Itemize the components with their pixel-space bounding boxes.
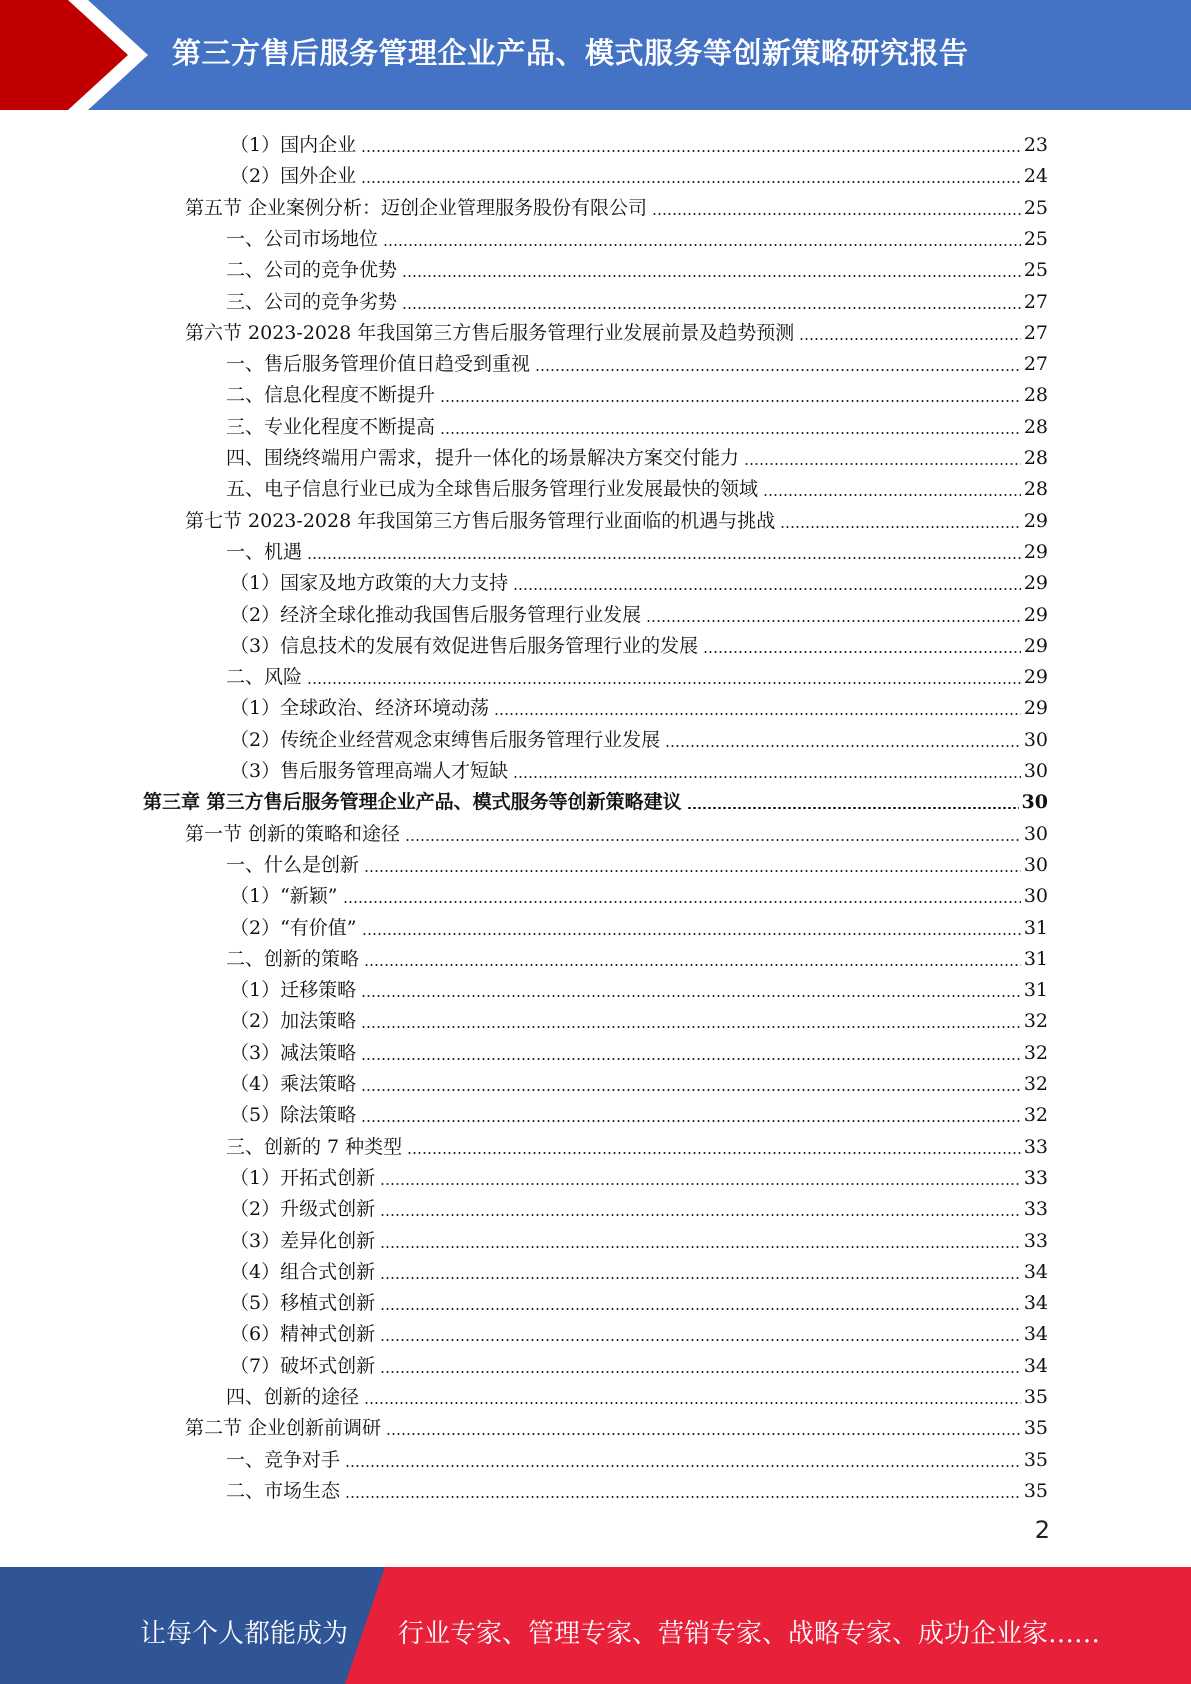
toc-entry-page: 34 [1023,1292,1048,1315]
toc-entry-title: 第七节 2023-2028 年我国第三方售后服务管理行业面临的机遇与挑战 [185,509,776,532]
toc-entry[interactable] [230,1316,1048,1347]
toc-dot-leader [380,1214,1021,1216]
toc-entry-title: 二、风险 [226,666,303,689]
toc-entry[interactable] [226,847,1048,878]
toc-entry-page: 27 [1023,321,1048,344]
footer-slogan-left: 让每个人都能成为 [140,1619,349,1649]
toc-entry-page: 23 [1023,134,1048,156]
toc-entry[interactable] [230,1348,1048,1379]
toc-entry-page: 35 [1023,1448,1048,1471]
toc-entry-title: 五、电子信息行业已成为全球售后服务管理行业发展最快的领域 [226,478,759,501]
toc-dot-leader [380,1183,1021,1185]
toc-entry-page: 29 [1023,509,1048,532]
toc-entry-page: 35 [1023,1479,1048,1502]
toc-entry-title: 一、竞争对手 [226,1448,341,1471]
toc-entry-page: 33 [1023,1135,1048,1158]
toc-entry-title: 一、售后服务管理价值日趋受到重视 [226,353,531,376]
toc-entry-page: 30 [1023,822,1048,845]
toc-entry-page: 32 [1023,1104,1048,1127]
toc-entry[interactable] [230,1035,1048,1066]
toc-dot-leader [345,1496,1021,1498]
toc-entry[interactable] [226,252,1048,283]
toc-entry[interactable] [230,1066,1048,1097]
toc-dot-leader [535,369,1021,371]
toc-entry[interactable] [226,941,1048,972]
toc-entry[interactable] [230,1003,1048,1034]
toc-entry-page: 28 [1023,447,1048,469]
toc-dot-leader [345,1465,1021,1467]
toc-entry-title: （2）“有价值” [230,916,357,939]
toc-entry-title: 一、什么是创新 [226,853,360,876]
toc-entry-page: 33 [1023,1229,1048,1252]
footer-banner [0,1567,1191,1684]
toc-dot-leader [665,745,1021,747]
toc-entry[interactable] [226,377,1048,408]
toc-entry[interactable] [185,1410,1048,1441]
toc-entry[interactable] [226,221,1048,252]
toc-dot-leader [361,1026,1021,1028]
toc-dot-leader [364,1402,1021,1404]
toc-entry-title: 二、创新的策略 [226,947,360,970]
toc-entry-page: 27 [1023,290,1048,313]
toc-dot-leader [744,463,1021,465]
toc-dot-leader [343,901,1021,903]
toc-entry[interactable] [226,346,1048,377]
toc-entry-page: 30 [1023,728,1048,751]
toc-dot-leader [652,213,1021,215]
toc-entry[interactable] [226,471,1048,502]
toc-entry[interactable] [185,315,1048,346]
toc-entry-page: 28 [1023,478,1048,501]
toc-dot-leader [380,1339,1021,1341]
toc-entry[interactable] [230,158,1048,189]
toc-entry-page: 29 [1023,634,1048,657]
toc-entry-title: 四、创新的途径 [226,1386,360,1408]
toc-entry[interactable] [230,628,1048,659]
toc-entry-title: （1）迁移策略 [230,979,357,1002]
toc-entry[interactable] [143,784,1048,815]
toc-entry-title: （3）减法策略 [230,1041,357,1064]
toc-entry-title: （2）国外企业 [230,165,357,188]
toc-entry-page: 35 [1023,1386,1048,1408]
toc-entry-title: （2）升级式创新 [230,1198,376,1221]
toc-dot-leader [703,651,1021,653]
toc-entry-title: （2）传统企业经营观念束缚售后服务管理行业发展 [230,728,661,751]
toc-dot-leader [513,776,1021,778]
toc-dot-leader [364,964,1021,966]
toc-entry-title: 第六节 2023-2028 年我国第三方售后服务管理行业发展前景及趋势预测 [185,321,795,344]
toc-entry[interactable] [230,878,1048,909]
toc-dot-leader [646,620,1021,622]
toc-entry-title: （3）售后服务管理高端人才短缺 [230,760,509,782]
toc-entry-page: 31 [1023,979,1048,1002]
toc-dot-leader [361,1120,1021,1122]
toc-entry-page: 30 [1023,885,1048,908]
toc-entry-title: （1）国家及地方政策的大力支持 [230,572,509,595]
toc-entry[interactable] [230,972,1048,1003]
toc-entry-page: 30 [1023,853,1048,876]
footer-slogan-right: 行业专家、管理专家、营销专家、战略专家、成功企业家…… [398,1619,1101,1649]
toc-entry-page: 33 [1023,1166,1048,1189]
toc-dot-leader [687,807,1019,809]
toc-entry-title: （2）加法策略 [230,1010,357,1033]
toc-dot-leader [799,338,1021,340]
toc-dot-leader [440,432,1021,434]
toc-entry[interactable] [226,1129,1048,1160]
toc-dot-leader [513,588,1021,590]
toc-entry-page: 29 [1023,540,1048,563]
toc-entry-title: （1）“新颖” [230,885,338,908]
toc-entry-title: 三、专业化程度不断提高 [226,415,436,438]
toc-entry[interactable] [185,816,1048,847]
toc-entry-page: 29 [1023,666,1048,689]
toc-entry-title: 二、公司的竞争优势 [226,259,398,282]
toc-entry-title: 第三章 第三方售后服务管理企业产品、模式服务等创新策略建议 [143,791,682,814]
toc-dot-leader [380,1371,1021,1373]
toc-dot-leader [307,682,1021,684]
toc-entry-page: 25 [1023,259,1048,282]
toc-entry[interactable] [226,1442,1048,1473]
toc-entry-title: 一、公司市场地位 [226,227,379,250]
toc-entry[interactable] [230,690,1048,721]
toc-entry-page: 34 [1023,1260,1048,1283]
toc-dot-leader [405,839,1021,841]
toc-dot-leader [380,1277,1021,1279]
toc-entry[interactable] [226,659,1048,690]
toc-entry-page: 24 [1023,165,1048,188]
toc-entry-title: 二、信息化程度不断提升 [226,384,436,407]
toc-dot-leader [361,1089,1021,1091]
toc-entry-page: 33 [1023,1198,1048,1221]
toc-entry[interactable] [226,1379,1048,1410]
toc-entry[interactable] [226,1473,1048,1504]
toc-dot-leader [383,244,1021,246]
toc-entry-title: （5）除法策略 [230,1104,357,1127]
toc-entry-title: （1）开拓式创新 [230,1166,376,1189]
toc-entry-page: 34 [1023,1354,1048,1377]
toc-dot-leader [361,1058,1021,1060]
toc-entry-page: 35 [1023,1417,1048,1440]
toc-entry-page: 29 [1023,572,1048,595]
toc-dot-leader [402,275,1021,277]
toc-entry-page: 34 [1023,1323,1048,1346]
toc-entry[interactable] [230,753,1048,784]
toc-dot-leader [386,1433,1021,1435]
toc-entry[interactable] [230,1097,1048,1128]
toc-entry-page: 31 [1023,916,1048,939]
toc-dot-leader [380,1308,1021,1310]
toc-entry-title: 第二节 企业创新前调研 [185,1417,382,1440]
toc-entry[interactable] [226,440,1048,471]
toc-entry-page: 25 [1023,227,1048,250]
toc-entry-page: 28 [1023,415,1048,438]
toc-entry-title: 第一节 创新的策略和途径 [185,822,401,845]
toc-entry-page: 32 [1023,1041,1048,1064]
toc-entry[interactable] [230,1191,1048,1222]
toc-entry[interactable] [230,597,1048,628]
toc-dot-leader [362,933,1021,935]
toc-entry[interactable] [185,503,1048,534]
toc-entry[interactable] [230,1285,1048,1316]
toc-dot-leader [361,995,1021,997]
toc-entry[interactable] [226,409,1048,440]
toc-entry-page: 25 [1023,196,1048,219]
toc-entry[interactable] [230,910,1048,941]
toc-entry-page: 29 [1023,697,1048,720]
toc-dot-leader [307,557,1021,559]
toc-dot-leader [380,1246,1021,1248]
toc-entry[interactable] [230,565,1048,596]
toc-entry-title: （4）组合式创新 [230,1260,376,1283]
toc-dot-leader [361,150,1021,152]
toc-entry-title: 三、公司的竞争劣势 [226,290,398,313]
toc-entry[interactable] [230,722,1048,753]
toc-entry-page: 32 [1023,1073,1048,1095]
toc-entry-page: 30 [1021,791,1048,814]
page-number: 2 [1034,1516,1050,1544]
toc-dot-leader [763,494,1021,496]
toc-entry-title: （6）精神式创新 [230,1323,376,1346]
toc-entry[interactable] [230,1223,1048,1254]
toc-entry-title: （1）国内企业 [230,134,357,156]
toc-dot-leader [364,870,1021,872]
toc-entry[interactable] [226,284,1048,315]
toc-entry-title: （3）差异化创新 [230,1229,376,1252]
toc-entry-title: 四、围绕终端用户需求，提升一体化的场景解决方案交付能力 [226,447,740,469]
toc-entry-page: 29 [1023,603,1048,626]
toc-entry-title: （1）全球政治、经济环境动荡 [230,697,490,720]
toc-entry-title: 三、创新的 7 种类型 [226,1135,403,1158]
toc-dot-leader [407,1152,1021,1154]
report-title: 第三方售后服务管理企业产品、模式服务等创新策略研究报告 [172,36,969,70]
toc-dot-leader [494,713,1021,715]
toc-entry-title: （3）信息技术的发展有效促进售后服务管理行业的发展 [230,634,699,657]
toc-entry-title: （5）移植式创新 [230,1292,376,1315]
toc-dot-leader [361,181,1021,183]
toc-entry-title: 第五节 企业案例分析：迈创企业管理服务股份有限公司 [185,196,648,219]
toc-entry-page: 31 [1023,947,1048,970]
toc-entry-page: 27 [1023,353,1048,376]
header-banner [0,0,1191,110]
toc-dot-leader [780,526,1021,528]
chevron-icon [0,0,160,110]
toc-entry-title: （2）经济全球化推动我国售后服务管理行业发展 [230,603,642,626]
toc-entry[interactable] [230,127,1048,158]
toc-dot-leader [440,400,1021,402]
toc-entry-title: 二、市场生态 [226,1479,341,1502]
toc-entry[interactable] [226,534,1048,565]
toc-dot-leader [402,307,1021,309]
toc-entry-page: 32 [1023,1010,1048,1033]
toc-entry[interactable] [185,190,1048,221]
toc-entry-title: 一、机遇 [226,540,303,563]
toc-entry-title: （4）乘法策略 [230,1073,357,1095]
toc-entry-page: 30 [1023,760,1048,782]
toc-entry-title: （7）破坏式创新 [230,1354,376,1377]
toc-entry[interactable] [230,1160,1048,1191]
toc-entry-page: 28 [1023,384,1048,407]
toc-entry[interactable] [230,1254,1048,1285]
